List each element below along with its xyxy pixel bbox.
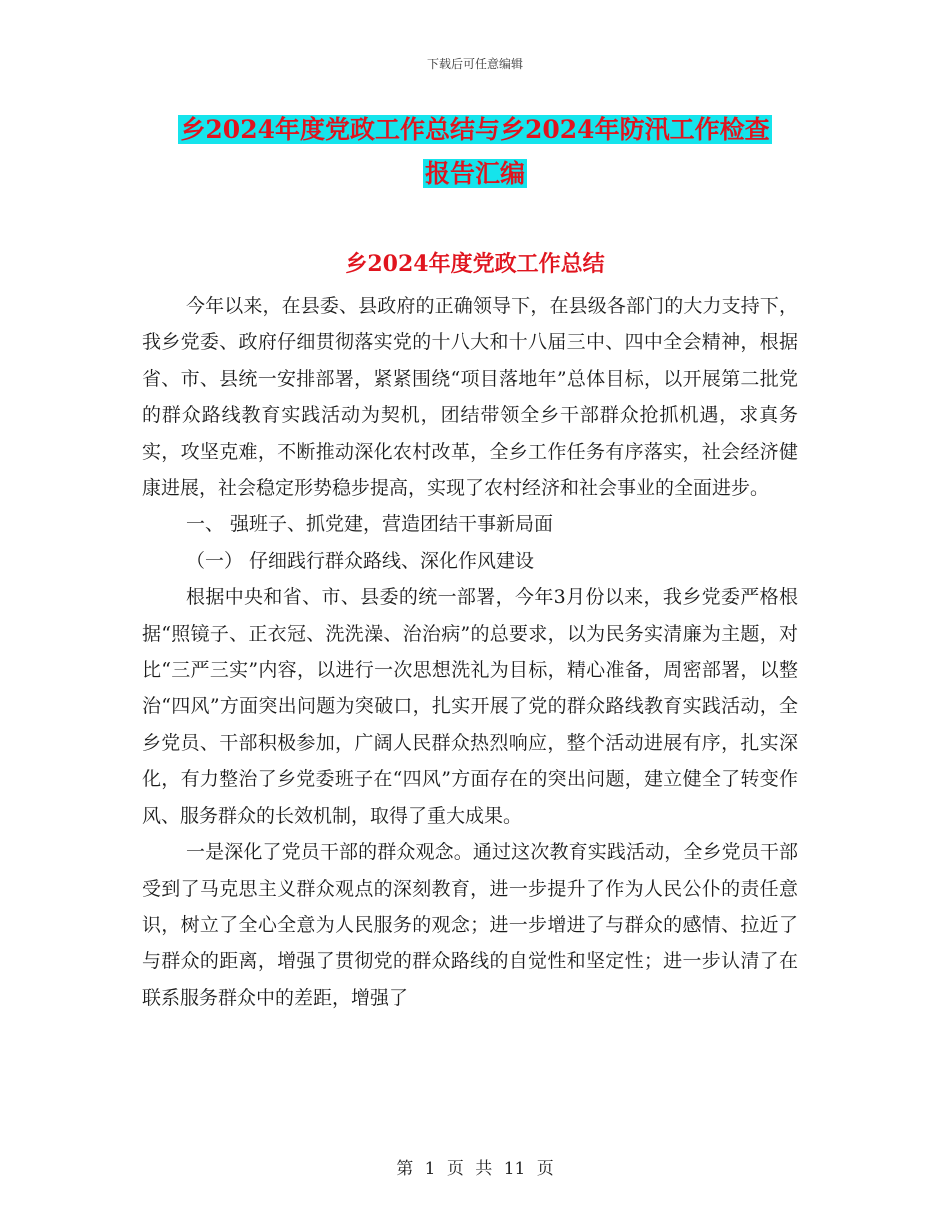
header-note: 下载后可任意编辑 — [426, 57, 523, 71]
paragraph-first-point: 一是深化了党员干部的群众观念。通过这次教育实践活动，全乡党员干部受到了马克思主义群众观点的深刻教育，进一步提升了作为人民公仆的责任意识，树立了全心全意为人民服务的观念；进一步增进了与群众的感情、拉近了与群众的距离，增强了贯彻党的群众路线的自觉性和坚定性；进一步认清了在联系服务群众中的差距，增强了 — [142, 841, 798, 1009]
section-title: 乡2024年度党政工作总结 — [345, 251, 605, 277]
document-title — [0, 108, 950, 196]
page-footer: 第 1 页 共 11 页 — [396, 1159, 554, 1179]
title-line-1: 乡2024年度党政工作总结与乡2024年防汛工作检查 — [180, 115, 770, 144]
paragraph-mass-line: 根据中央和省、市、县委的统一部署，今年3月份以来，我乡党委严格根据“照镜子、正衣冠、洗洗澡、治治病”的总要求，以为民务实清廉为主题，对比“三严三实”内容，以进行一次思想洗礼为目标，精心准备，周密部署，以整治“四风”方面突出问题为突破口，扎实开展了党的群众路线教育实践活动，全乡党员、干部积极参加，广阔人民群众热烈响应，整个活动进展有序，扎实深化，有力整治了乡党委班子在“四风”方面存在的突出问题，建立健全了转变作风、服务群众的长效机制，取得了重大成果。 — [142, 586, 798, 827]
document-body — [142, 288, 798, 1016]
heading-level-2: （一） 仔细践行群众路线、深化作风建设 — [186, 549, 535, 572]
heading-level-1: 一、 强班子、抓党建，营造团结干事新局面 — [186, 513, 554, 536]
title-line-2: 报告汇编 — [424, 159, 525, 188]
paragraph-intro: 今年以来，在县委、县政府的正确领导下，在县级各部门的大力支持下，我乡党委、政府仔细贯彻落实党的十八大和十八届三中、四中全会精神，根据省、市、县统一安排部署，紧紧围绕“项目落地年”总体目标，以开展第二批党的群众路线教育实践活动为契机，团结带领全乡干部群众抢抓机遇，求真务实，攻坚克难，不断推动深化农村改革，全乡工作任务有序落实，社会经济健康进展，社会稳定形势稳步提高，实现了农村经济和社会事业的全面进步。 — [142, 295, 798, 500]
